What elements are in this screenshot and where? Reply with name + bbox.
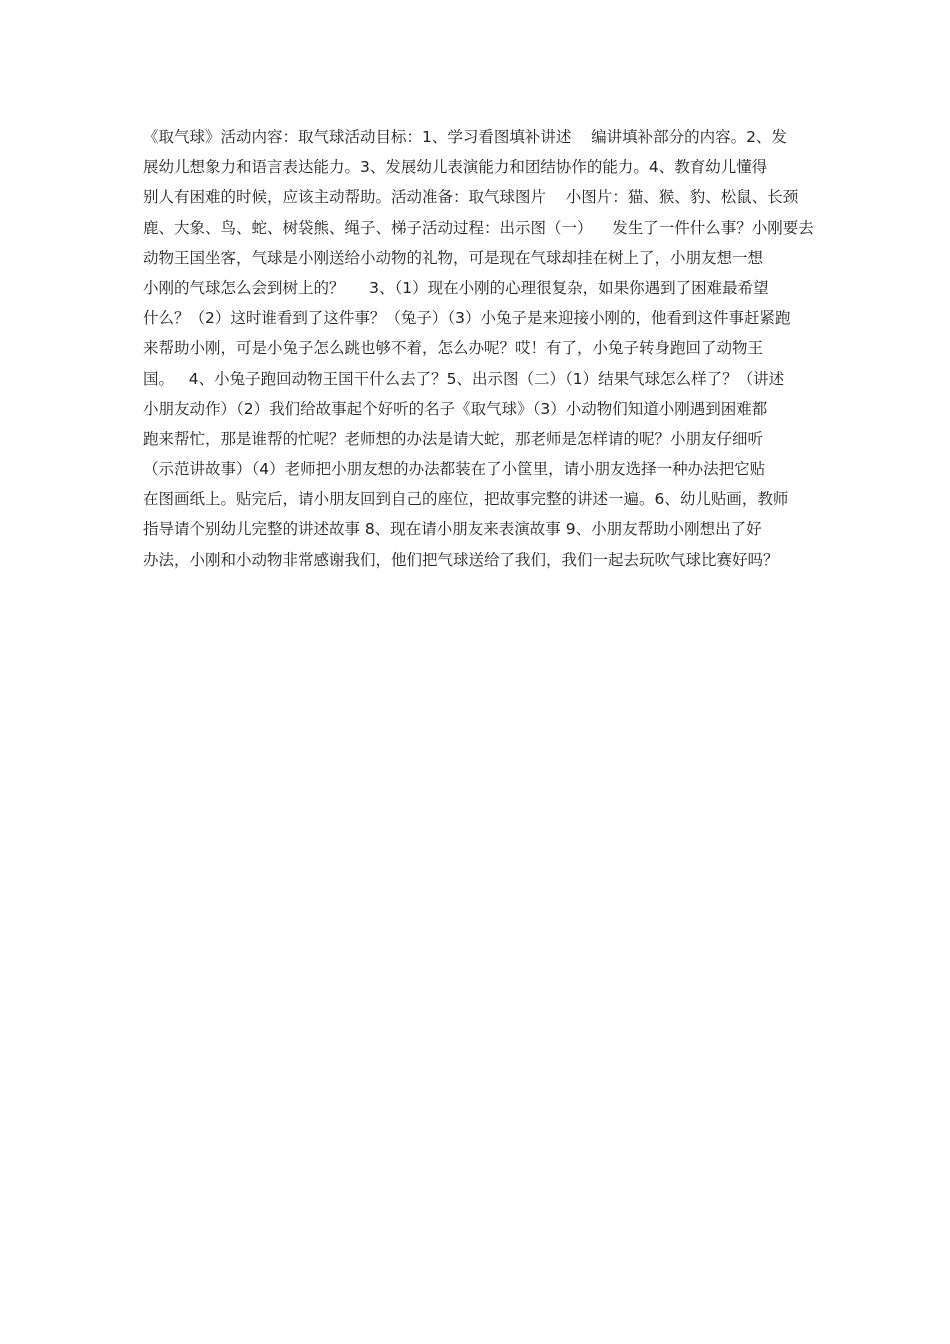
text-line: 小刚的气球怎么会到树上的？ 3、（1）现在小刚的心理很复杂，如果你遇到了困难最希望 [143,278,769,297]
text-line: 动物王国坐客，气球是小刚送给小动物的礼物，可是现在气球却挂在树上了，小朋友想一想 [143,248,764,267]
text-line: 来帮助小刚，可是小兔子怎么跳也够不着，怎么办呢？哎！有了，小兔子转身跑回了动物王 [143,339,764,358]
text-line: 办法，小刚和小动物非常感谢我们，他们把气球送给了我们，我们一起去玩吹气球比赛好吗？ [143,550,779,569]
text-line: 指导请个别幼儿完整的讲述故事 8、现在请小朋友来表演故事 9、小朋友帮助小刚想出了好 [143,520,762,539]
text-line: 《取气球》活动内容：取气球活动目标：1、学习看图填补讲述 编讲填补部分的内容。2、发 [143,128,787,146]
text-line: 跑来帮忙，那是谁帮的忙呢？老师想的办法是请大蛇，那老师是怎样请的呢？小朋友仔细听 [143,429,764,448]
text-line: 小朋友动作）（2）我们给故事起个好听的名子《取气球》（3）小动物们知道小刚遇到困难都 [143,399,768,418]
text-line: 什么？（2）这时谁看到了这件事？（兔子）（3）小兔子是来迎接小刚的，他看到这件事赶紧跑 [143,309,791,328]
text-line: 国。 4、小兔子跑回动物王国干什么去了？5、出示图（二）（1）结果气球怎么样了？（讲述 [143,369,785,388]
text-line: 展幼儿想象力和语言表达能力。3、发展幼儿表演能力和团结协作的能力。4、教育幼儿懂得 [143,158,768,177]
text-line: 别人有困难的时候，应该主动帮助。活动准备：取气球图片 小图片：猫、猴、豹、松鼠、长颈 [143,188,799,207]
body-text [143,122,823,575]
text-line: 在图画纸上。贴完后，请小朋友回到自己的座位，把故事完整的讲述一遍。6、幼儿贴画，教师 [143,490,789,509]
text-line: （示范讲故事）（4）老师把小朋友想的办法都装在了小筐里，请小朋友选择一种办法把它贴 [143,460,766,479]
text-line: 鹿、大象、鸟、蛇、树袋熊、绳子、梯子活动过程：出示图（一） 发生了一件什么事？小刚要去 [143,218,814,237]
